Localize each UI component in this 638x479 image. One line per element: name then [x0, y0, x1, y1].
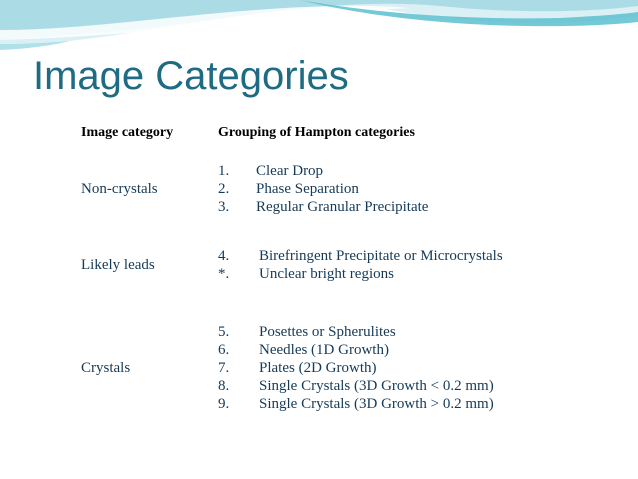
category-non-crystals: Non-crystals — [81, 181, 158, 197]
item-number: 9. — [218, 396, 230, 412]
header-grouping: Grouping of Hampton categories — [218, 125, 415, 140]
item-number: 6. — [218, 342, 230, 358]
item-number: 8. — [218, 378, 230, 394]
item-number: 5. — [218, 324, 230, 340]
item-number: 3. — [218, 199, 230, 215]
header-image-category: Image category — [81, 125, 174, 140]
item-text: Phase Separation — [256, 181, 359, 197]
item-text: Needles (1D Growth) — [259, 342, 389, 358]
item-number: *. — [218, 266, 230, 282]
item-number: 4. — [218, 248, 230, 264]
item-number: 7. — [218, 360, 230, 376]
category-likely-leads: Likely leads — [81, 257, 155, 273]
item-number: 2. — [218, 181, 230, 197]
category-crystals: Crystals — [81, 360, 131, 376]
item-text: Single Crystals (3D Growth < 0.2 mm) — [259, 378, 494, 394]
item-text: Regular Granular Precipitate — [256, 199, 429, 215]
item-text: Unclear bright regions — [259, 266, 394, 282]
item-number: 1. — [218, 163, 230, 179]
item-text: Clear Drop — [256, 163, 324, 179]
item-text: Posettes or Spherulites — [259, 324, 396, 340]
slide-title: Image Categories — [33, 54, 349, 98]
item-text: Birefringent Precipitate or Microcrystals — [259, 248, 503, 264]
item-text: Single Crystals (3D Growth > 0.2 mm) — [259, 396, 494, 412]
item-text: Plates (2D Growth) — [259, 360, 377, 376]
